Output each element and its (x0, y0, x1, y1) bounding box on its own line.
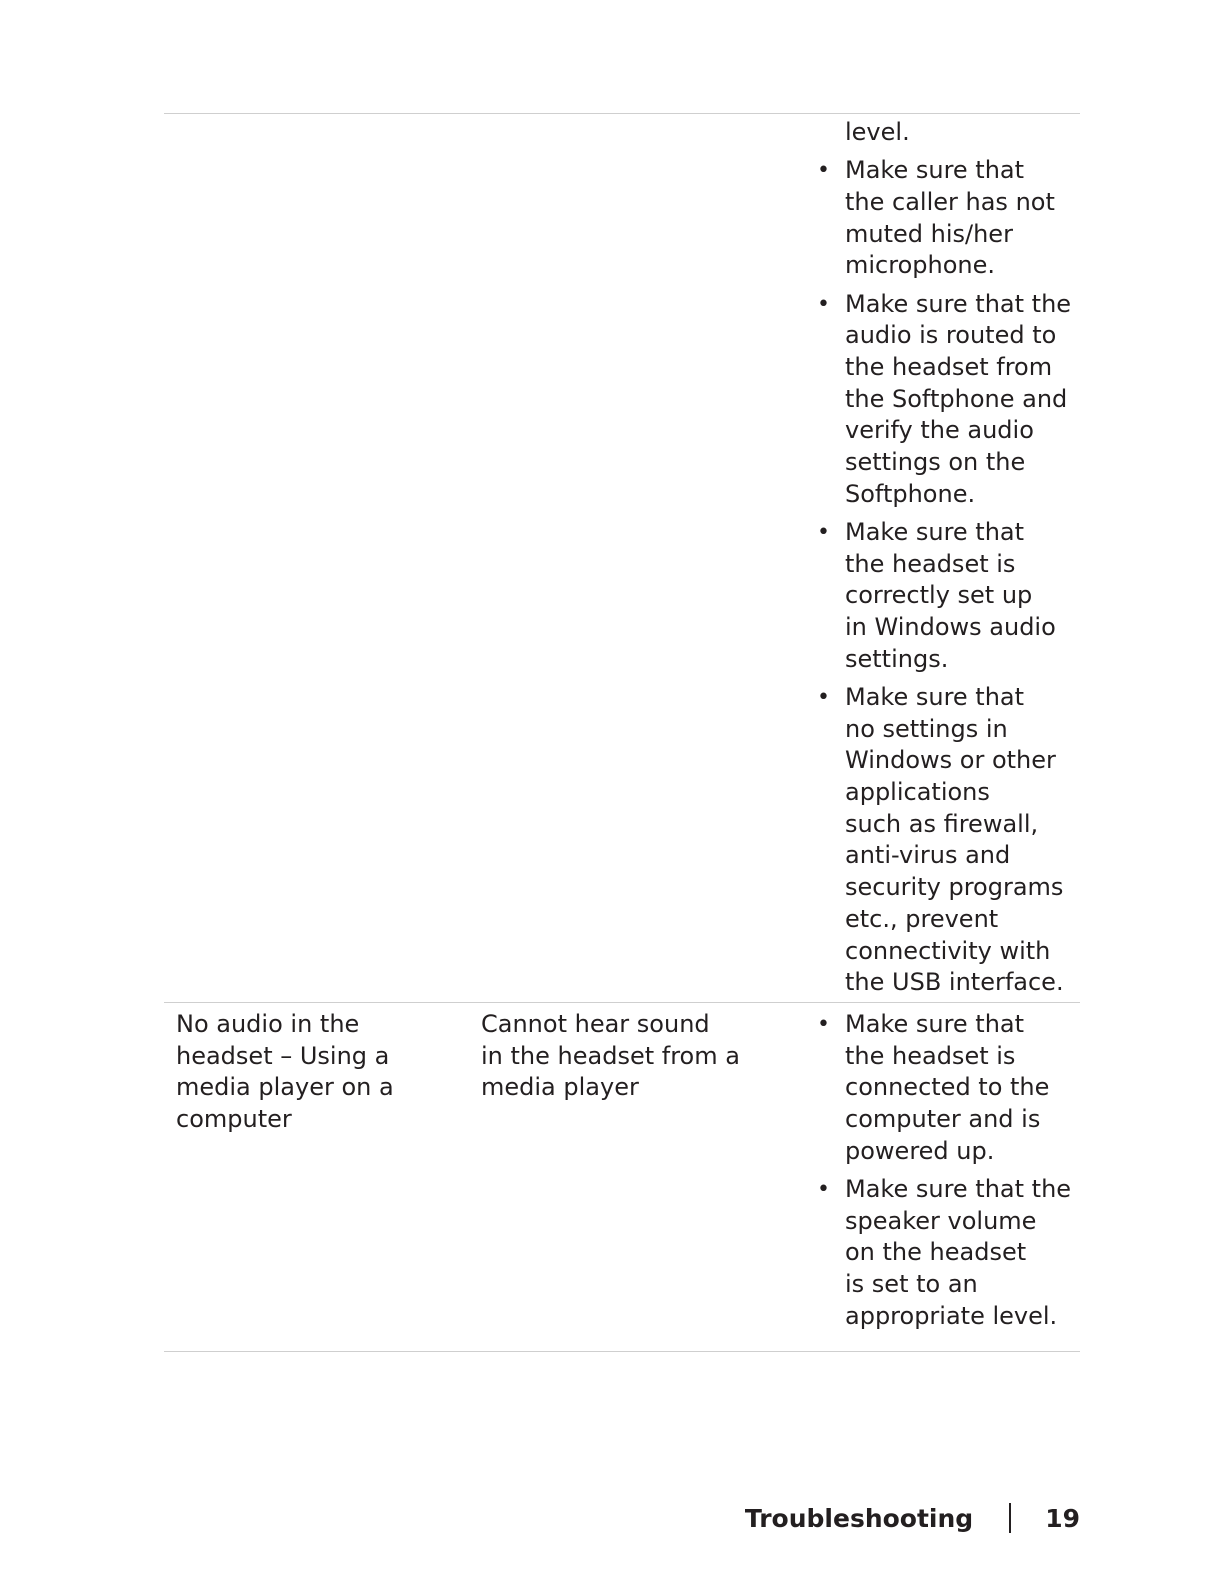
solution-cell (808, 1003, 1080, 1351)
text-line: the caller has not (845, 187, 1055, 216)
problem-cell (164, 1003, 469, 1351)
text-line: connected to the (845, 1073, 1050, 1102)
text-line: muted his/her (845, 219, 1013, 248)
problem-cell (164, 114, 469, 1002)
text-line: Make sure that (845, 682, 1025, 711)
text-line: computer and is (845, 1105, 1041, 1134)
text-line: Make sure that the (845, 1175, 1072, 1203)
cause-cell (469, 1003, 808, 1351)
list-item (817, 517, 1080, 676)
table-row (164, 1002, 1080, 1352)
text-line: on the headset (845, 1238, 1027, 1267)
text-line: the headset from (845, 352, 1053, 381)
text-line: verify the audio (845, 416, 1034, 445)
text-line: settings on the (845, 448, 1026, 477)
bullet-icon: • (817, 291, 830, 317)
bullet-icon: • (817, 1177, 830, 1202)
text-line: such as firewall, (845, 809, 1039, 838)
text-line: headset – Using a (176, 1041, 390, 1070)
list-item (817, 1174, 1080, 1333)
text-line: applications (845, 778, 990, 807)
text-line: anti-virus and (845, 841, 1011, 870)
text-line: Make sure that (845, 517, 1025, 546)
list-item (817, 289, 1080, 511)
text-line: etc., prevent (845, 904, 999, 933)
text-line: correctly set up (845, 581, 1033, 610)
text-line: No audio in the (176, 1009, 360, 1038)
text-line: in Windows audio (845, 613, 1056, 642)
page-number: 19 (1045, 1503, 1080, 1533)
text-line: media player (481, 1073, 639, 1102)
text-line: microphone. (845, 251, 995, 280)
text-line: the USB interface. (845, 968, 1064, 997)
text-line: speaker volume (845, 1206, 1037, 1235)
text-line: the headset is (845, 549, 1016, 578)
table-row (164, 113, 1080, 1002)
troubleshooting-table (164, 113, 1080, 1352)
text-line: Make sure that (845, 1009, 1025, 1038)
list-item (817, 682, 1080, 999)
text-line: Softphone. (845, 479, 976, 508)
bullet-icon: • (817, 684, 830, 710)
list-item (817, 155, 1080, 282)
page-footer (745, 1503, 1080, 1533)
bullet-icon: • (817, 519, 830, 545)
text-line: level. (845, 118, 910, 146)
text-line: connectivity with (845, 936, 1051, 965)
text-line: Cannot hear sound (481, 1009, 710, 1038)
bullet-icon: • (817, 158, 830, 184)
solution-list (817, 1009, 1080, 1333)
text-line: the Softphone and (845, 384, 1068, 413)
solution-cell (808, 114, 1080, 1002)
text-line: the headset is (845, 1041, 1016, 1070)
text-line: powered up. (845, 1136, 995, 1165)
text-line: is set to an (845, 1270, 978, 1299)
footer-divider (1009, 1503, 1011, 1533)
text-line: audio is routed to (845, 321, 1057, 350)
text-line: appropriate level. (845, 1301, 1058, 1330)
text-line: Windows or other (845, 746, 1056, 775)
text-line: security programs (845, 873, 1064, 902)
footer-section-title: Troubleshooting (744, 1503, 974, 1533)
bullet-icon: • (817, 1011, 830, 1037)
list-item (845, 117, 1080, 149)
list-item (817, 1009, 1080, 1168)
text-line: no settings in (845, 714, 1008, 743)
text-line: computer (176, 1105, 292, 1134)
text-line: media player on a (176, 1073, 394, 1102)
cause-cell (469, 114, 808, 1002)
text-line: settings. (845, 644, 949, 673)
solution-list (817, 117, 1080, 999)
text-line: Make sure that the (845, 289, 1072, 318)
text-line: Make sure that (845, 156, 1025, 185)
text-line: in the headset from a (481, 1041, 740, 1070)
